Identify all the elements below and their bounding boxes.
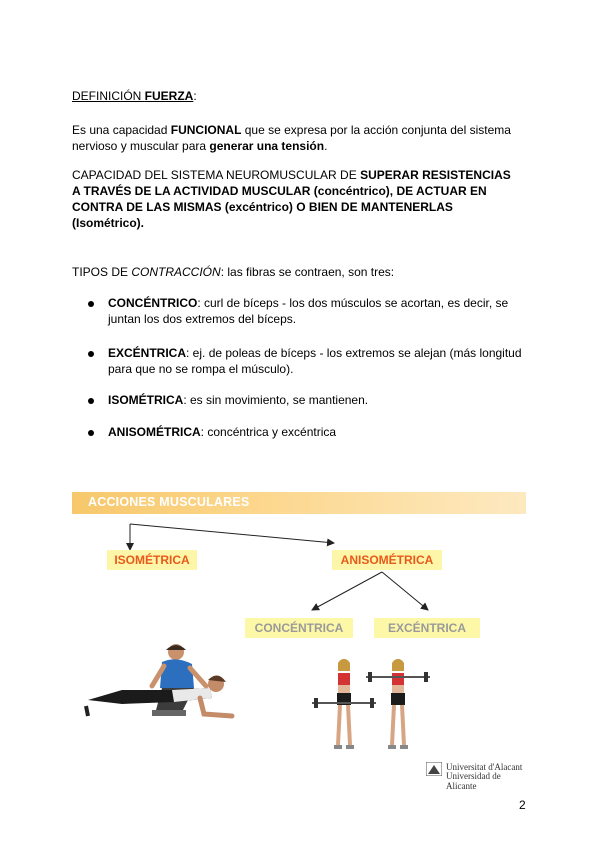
p1-text-b: FUNCIONAL: [170, 123, 242, 137]
list-item-text-2: juntan los dos extremos del bíceps.: [108, 312, 297, 326]
arrow-to-excentrica: [382, 572, 428, 610]
bullet-dot: [88, 351, 94, 357]
muscle-actions-figure: [72, 480, 528, 791]
p1-text-f: .: [324, 139, 328, 153]
capacity-line-3: CONTRA DE LAS MISMAS (excéntrico) O BIEN DE MANTENERLAS: [72, 200, 453, 214]
capacity-line-1: [72, 167, 511, 183]
list-item-anisometrica: [108, 424, 533, 440]
concentrica-label: CONCÉNTRICA: [245, 618, 353, 638]
excentrica-label: EXCÉNTRICA: [374, 618, 480, 638]
university-logo-icon: [426, 762, 442, 776]
list-item-text: : es sin movimiento, se mantienen.: [183, 393, 369, 407]
p1-text-c: que se expresa por la acción conjunta del sistema: [241, 123, 511, 137]
bullet-dot: [88, 430, 94, 436]
list-item-text: : ej. de poleas de bíceps - los extremos se alejan (más longitud: [186, 346, 522, 360]
university-name-line-2: Universidad de Alicante: [446, 771, 501, 791]
arrow-to-concentrica: [312, 572, 382, 610]
p1-text-a: Es una capacidad: [72, 123, 171, 137]
p2-text-b: SUPERAR RESISTENCIAS: [360, 168, 511, 182]
arrow-to-anisometrica: [130, 524, 334, 543]
definition-heading-term: FUERZA: [144, 89, 194, 103]
bullet-dot: [88, 398, 94, 404]
list-item-text: : curl de bíceps - los dos músculos se acortan, es decir, se: [197, 296, 509, 310]
types-intro-c: : las fibras se contraen, son tres:: [220, 265, 395, 279]
page-number: 2: [519, 798, 526, 812]
list-item-term: ANISOMÉTRICA: [108, 425, 201, 439]
types-intro-a: TIPOS DE: [72, 265, 132, 279]
definition-paragraph-line-1: [72, 122, 511, 138]
capacity-line-2: A TRAVÉS DE LA ACTIVIDAD MUSCULAR (concéntrico), DE ACTUAR EN: [72, 184, 487, 198]
list-item-isometrica: [108, 392, 533, 408]
university-name-line-1: Universitat d'Alacant: [446, 762, 523, 772]
list-item-text: : concéntrica y excéntrica: [200, 425, 337, 439]
anisometric-curl-photos: [308, 655, 438, 760]
list-item-text-2: para que no se rompa el músculo).: [108, 362, 294, 376]
bullet-dot: [88, 301, 94, 307]
figure-title: ACCIONES MUSCULARES: [88, 495, 250, 509]
types-intro-b: CONTRACCIÓN: [131, 265, 221, 279]
definition-heading: [72, 88, 197, 104]
list-item-term: ISOMÉTRICA: [108, 393, 184, 407]
anisometrica-label: ANISOMÉTRICA: [332, 550, 442, 570]
types-intro: [72, 264, 394, 280]
isometrica-label: ISOMÉTRICA: [107, 550, 197, 570]
p1-text-e: generar una tensión: [209, 139, 325, 153]
list-item-term: EXCÉNTRICA: [108, 346, 187, 360]
p1-text-d: nervioso y muscular para: [72, 139, 210, 153]
isometric-plank-photo: [82, 640, 242, 722]
list-item-concentrico: [108, 295, 533, 327]
list-item-excentrica: [108, 345, 533, 377]
list-item-term: CONCÉNTRICO: [108, 296, 198, 310]
definition-paragraph-line-2: [72, 138, 327, 154]
p2-text-a: CAPACIDAD DEL SISTEMA NEUROMUSCULAR DE: [72, 168, 361, 182]
definition-heading-prefix: DEFINICIÓN: [72, 89, 145, 103]
capacity-line-4: (Isométrico).: [72, 216, 145, 230]
definition-heading-colon: :: [193, 89, 197, 103]
